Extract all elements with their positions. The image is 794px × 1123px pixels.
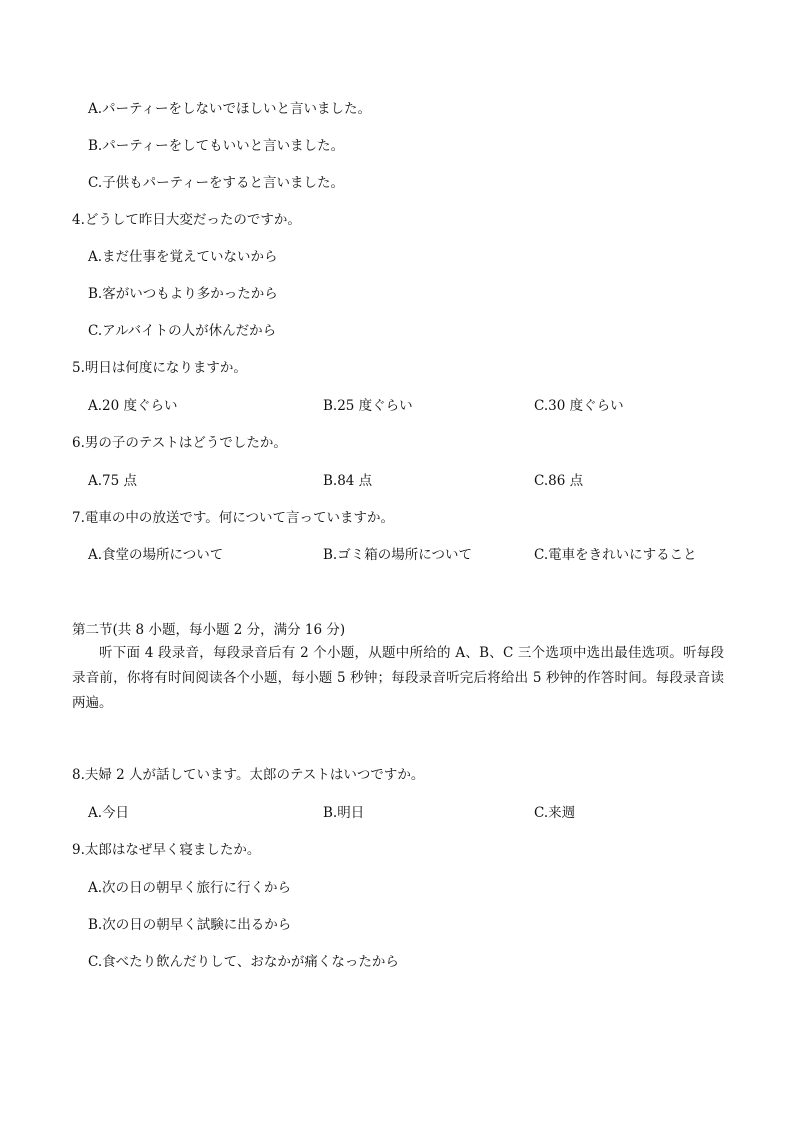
q7-option-c: C.電車をきれいにすること (534, 547, 697, 563)
q4-option-c: C.アルバイトの人が休んだから (88, 323, 277, 339)
section2-instructions-block (72, 641, 724, 716)
q6-question: 6.男の子のテストはどうでしたか。 (72, 435, 287, 451)
q4-option-b: B.客がいつもより多かったから (88, 286, 278, 302)
q5-option-b: B.25 度ぐらい (323, 398, 413, 414)
q7-option-b: B.ゴミ箱の場所について (323, 547, 472, 563)
q8-option-a: A.今日 (88, 805, 130, 821)
q9-question: 9.太郎はなぜ早く寝ましたか。 (72, 842, 261, 858)
q8-option-c: C.来週 (534, 805, 576, 821)
q7-question: 7.電車の中の放送です。何について言っていますか。 (72, 510, 395, 526)
q4-question: 4.どうして昨日大変だったのですか。 (72, 212, 301, 228)
q5-option-a: A.20 度ぐらい (88, 398, 178, 414)
q3-option-b: B.パーティーをしてもいいと言いました。 (88, 138, 345, 154)
q6-option-c: C.86 点 (534, 473, 584, 489)
q6-option-a: A.75 点 (88, 473, 138, 489)
q3-option-c: C.子供もパーティーをすると言いました。 (88, 175, 345, 191)
section2-heading: 第二节(共 8 小题，每小题 2 分，满分 16 分) (72, 622, 346, 638)
q9-option-c: C.食べたり飲んだりして、おなかが痛くなったから (88, 954, 399, 970)
q5-option-c: C.30 度ぐらい (534, 398, 624, 414)
q4-option-a: A.まだ仕事を覚えていないから (88, 249, 278, 265)
q5-question: 5.明日は何度になりますか。 (72, 360, 247, 376)
q7-option-a: A.食堂の場所について (88, 547, 224, 563)
q6-option-b: B.84 点 (323, 473, 373, 489)
q3-option-a: A.パーティーをしないでほしいと言いました。 (88, 101, 371, 117)
section2-instructions: 听下面 4 段录音，每段录音后有 2 个小题，从题中所给的 A、B、C 三个选项中选出最佳选项。听每段录音前，你将有时间阅读各个小题，每小题 5 秒钟；每段录音听完后将给出 5 秒钟的作答时间。每段录音读两遍。 (72, 645, 724, 711)
q8-option-b: B.明日 (323, 805, 365, 821)
q8-question: 8.夫婦 2 人が話しています。太郎のテストはいつですか。 (72, 767, 425, 783)
q9-option-a: A.次の日の朝早く旅行に行くから (88, 880, 292, 896)
q9-option-b: B.次の日の朝早く試験に出るから (88, 917, 292, 933)
